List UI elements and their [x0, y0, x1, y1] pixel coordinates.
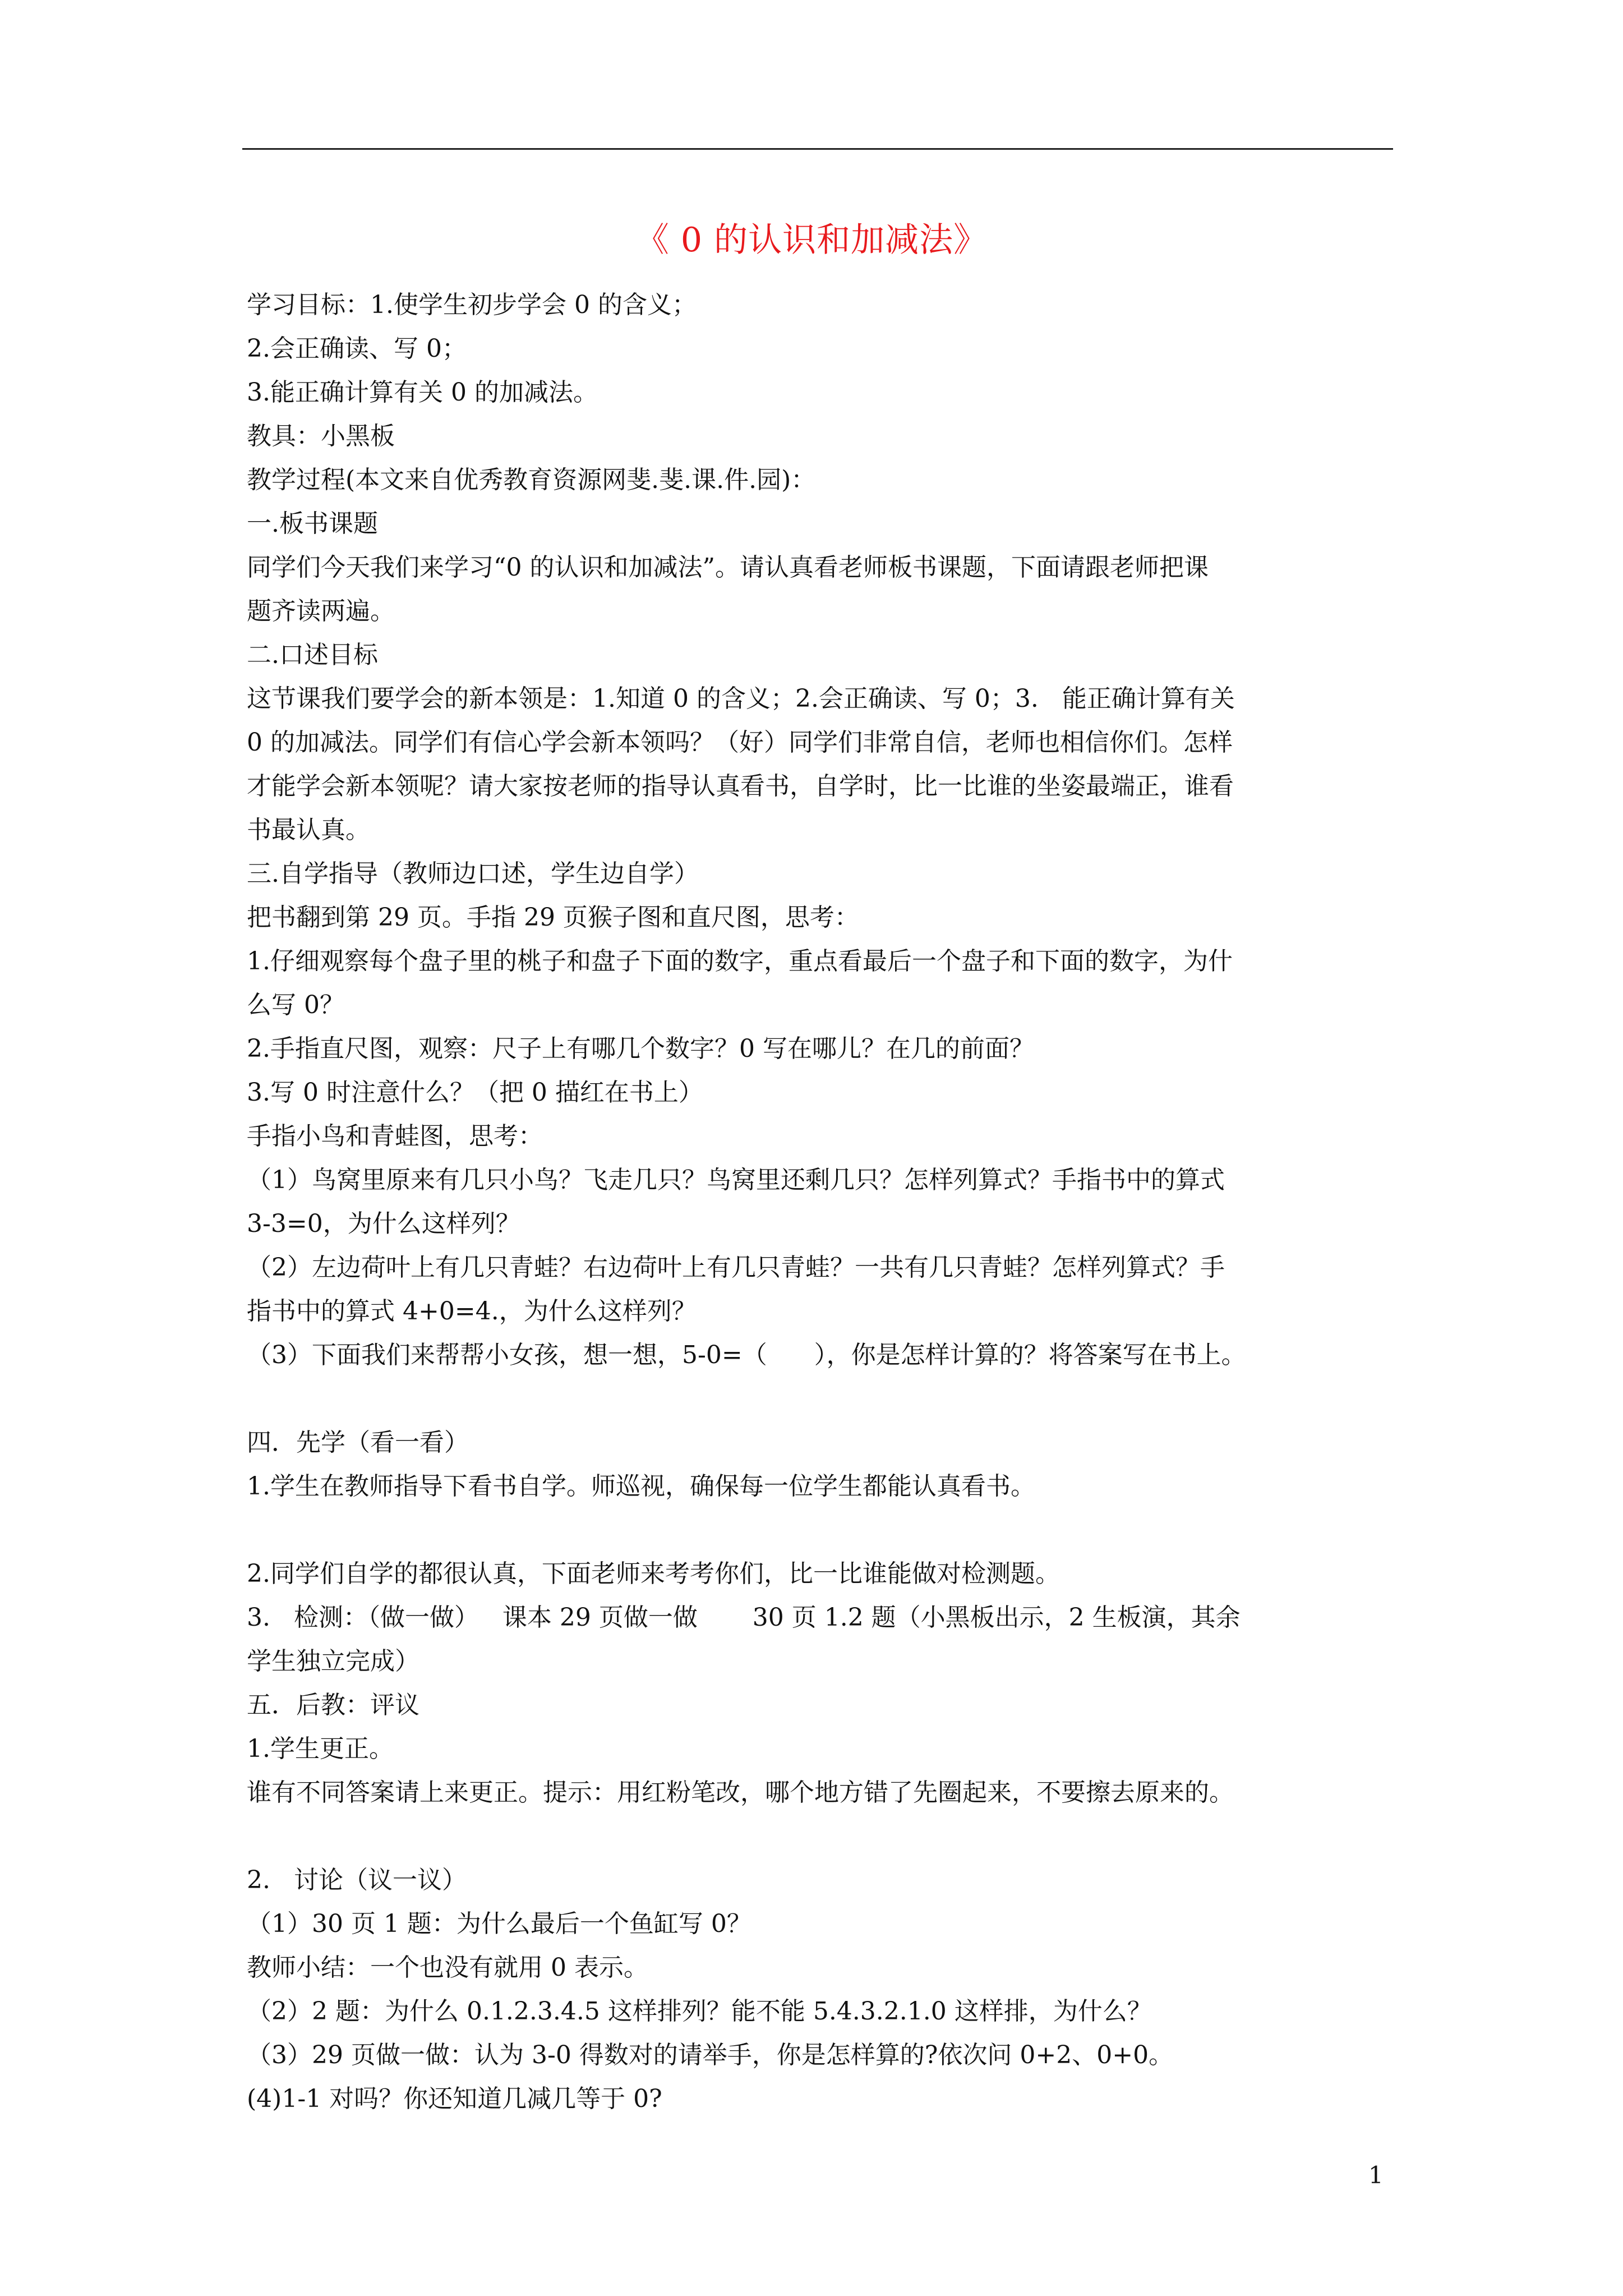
body-line: （3）29 页做一做：认为 3-0 得数对的请举手，你是怎样算的?依次问 0+2、0+0。 [247, 2041, 1174, 2069]
body-line: （2）2 题：为什么 0.1.2.3.4.5 这样排列？能不能 5.4.3.2.1.0 这样排，为什么？ [247, 1997, 1152, 2026]
body-line: 3.能正确计算有关 0 的加减法。 [247, 378, 598, 407]
body-line: 谁有不同答案请上来更正。提示：用红粉笔改，哪个地方错了先圈起来，不要擦去原来的。 [247, 1778, 1234, 1807]
blank-line [247, 1508, 1396, 1552]
section-heading: 四．先学（看一看） [247, 1428, 469, 1457]
body-line: （3）下面我们来帮帮小女孩，想一想，5-0=（ ），你是怎样计算的？将答案写在书上。 [247, 1341, 1246, 1369]
header-rule [242, 148, 1393, 150]
section-heading: 二.口述目标 [247, 641, 378, 669]
body-line: 教学过程(本文来自优秀教育资源网斐.斐.课.件.园)： [247, 466, 816, 494]
body-line: （1）30 页 1 题：为什么最后一个鱼缸写 0？ [247, 1910, 751, 1938]
document-title: 《 0 的认识和加减法》 [635, 220, 988, 260]
body-line: 2. 讨论（议一议） [247, 1866, 467, 1894]
body-line: 这节课我们要学会的新本领是：1.知道 0 的含义；2.会正确读、写 0；3. 能正确计算有关 [247, 684, 1235, 713]
body-line: 书最认真。 [247, 816, 370, 844]
body-line: （2）左边荷叶上有几只青蛙？右边荷叶上有几只青蛙？一共有几只青蛙？怎样列算式？手 [247, 1253, 1225, 1282]
body-line: 手指小鸟和青蛙图，思考： [247, 1122, 543, 1151]
body-line: (4)1-1 对吗？你还知道几减几等于 0? [247, 2085, 662, 2113]
document-body [247, 283, 1396, 2121]
body-line: 学生独立完成） [247, 1647, 419, 1676]
body-line: 1.学生更正。 [247, 1734, 394, 1763]
body-line: 2.手指直尺图，观察：尺子上有哪几个数字？0 写在哪儿？在几的前面？ [247, 1034, 1034, 1063]
body-line: 1.仔细观察每个盘子里的桃子和盘子下面的数字，重点看最后一个盘子和下面的数字，为什 [247, 947, 1233, 976]
body-line: 指书中的算式 4+0=4.，为什么这样列？ [247, 1297, 697, 1326]
body-line: 0 的加减法。同学们有信心学会新本领吗？（好）同学们非常自信，老师也相信你们。怎样 [247, 728, 1233, 757]
body-line: 2.会正确读、写 0； [247, 334, 467, 363]
body-line: 2.同学们自学的都很认真，下面老师来考考你们，比一比谁能做对检测题。 [247, 1559, 1060, 1588]
body-line: （1）鸟窝里原来有几只小鸟？飞走几只？鸟窝里还剩几只？怎样列算式？手指书中的算式 [247, 1166, 1225, 1194]
section-heading: 五．后教：评议 [247, 1691, 419, 1719]
body-line: 么写 0？ [247, 991, 344, 1019]
body-line: 把书翻到第 29 页。手指 29 页猴子图和直尺图，思考： [247, 903, 859, 932]
body-line: 3-3=0，为什么这样列？ [247, 1209, 520, 1238]
section-heading: 一.板书课题 [247, 509, 378, 538]
body-line: 教师小结：一个也没有就用 0 表示。 [247, 1953, 648, 1982]
blank-line [247, 1377, 1396, 1421]
body-line: 学习目标：1.使学生初步学会 0 的含义； [247, 291, 697, 319]
body-line: 3. 检测：（做一做） 课本 29 页做一做 30 页 1.2 题（小黑板出示，2 生板演，其余 [247, 1603, 1241, 1632]
body-line: 题齐读两遍。 [247, 597, 395, 625]
body-line: 同学们今天我们来学习“0 的认识和加减法”。请认真看老师板书课题，下面请跟老师把课 [247, 553, 1209, 582]
body-line: 1.学生在教师指导下看书自学。师巡视，确保每一位学生都能认真看书。 [247, 1472, 1035, 1501]
section-heading: 三.自学指导（教师边口述，学生边自学） [247, 859, 699, 888]
blank-line [247, 1815, 1396, 1858]
body-line: 才能学会新本领呢？请大家按老师的指导认真看书，自学时，比一比谁的坐姿最端正，谁看 [247, 772, 1234, 800]
body-line: 教具：小黑板 [247, 422, 395, 450]
body-line: 3.写 0 时注意什么？（把 0 描红在书上） [247, 1078, 703, 1107]
page-number: 1 [1368, 2161, 1384, 2189]
